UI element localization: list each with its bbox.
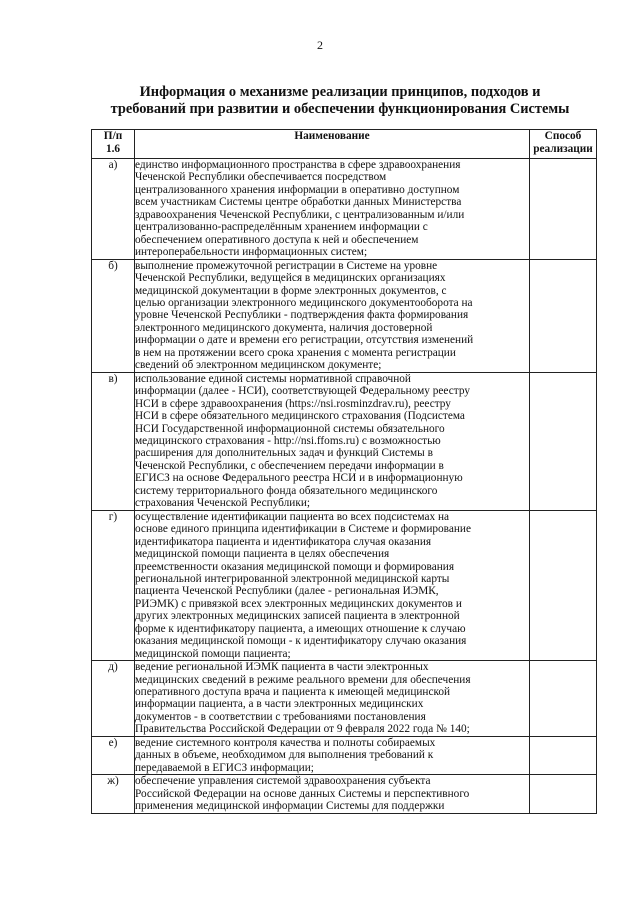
row-number: д)	[92, 661, 135, 737]
row-number: г)	[92, 510, 135, 660]
row-method	[530, 372, 597, 510]
row-method	[530, 259, 597, 372]
description-line: обеспечение управления системой здравоохранения субъекта	[135, 775, 431, 788]
row-number: а)	[92, 159, 135, 260]
table-row	[92, 661, 597, 737]
description-line: интероперабельности информационных систем;	[135, 246, 368, 259]
description-line: Российской Федерации на основе данных Системы и перспективного	[135, 787, 470, 800]
row-number: ж)	[92, 775, 135, 813]
description-line: документов - в соответствии с требованиями постановления	[135, 710, 426, 723]
row-number: е)	[92, 736, 135, 774]
description-line: в нем на протяжении всего срока хранения с момента регистрации	[135, 346, 456, 359]
header-number	[92, 130, 135, 159]
row-method	[530, 736, 597, 774]
row-number: б)	[92, 259, 135, 372]
row-description	[135, 736, 530, 774]
description-line: электронного медицинского документа, наличия достоверной	[135, 321, 433, 334]
description-line: НСИ в сфере обязательного медицинского страхования (Подсистема	[135, 410, 465, 423]
description-line: систему территориального фонда обязательного медицинского	[135, 484, 438, 497]
table-row	[92, 159, 597, 260]
header-method	[530, 130, 597, 159]
description-line: расширения для дополнительных задач и функций Системы в	[135, 447, 433, 460]
header-method-line: реализации	[533, 142, 593, 155]
table-header-row	[92, 130, 597, 159]
row-method	[530, 510, 597, 660]
description-line: единство информационного пространства в сфере здравоохранения	[135, 159, 461, 171]
description-line: НСИ Государственной информационной системы обязательного	[135, 422, 445, 435]
description-line: здравоохранения Чеченской Республики, с централизованным и/или	[135, 208, 465, 221]
row-description	[135, 372, 530, 510]
row-description	[135, 510, 530, 660]
description-line: централизованно-распределённым хранением информации с	[135, 221, 428, 234]
description-line: идентификатора пациента и идентификатора случая оказания	[135, 535, 432, 548]
description-line: информации (далее - НСИ), соответствующей Федеральному реестру	[135, 385, 470, 398]
description-line: оперативного доступа врача и пациента к имеющей медицинской	[135, 686, 451, 699]
title-line: требований при развитии и обеспечении функционирования Системы	[110, 101, 570, 117]
row-description	[135, 259, 530, 372]
description-line: целью организации электронного медицинского документооборота на	[135, 296, 473, 309]
description-line: оказания медицинской помощи - к идентификатору случаю оказания	[135, 635, 467, 648]
header-method-line: Способ	[544, 130, 582, 142]
description-line: НСИ в сфере здравоохранения (https://nsi.rosminzdrav.ru), реестру	[135, 397, 451, 410]
table-body	[92, 159, 597, 814]
table-row	[92, 775, 597, 813]
description-line: централизованного хранения информации в оперативно доступном	[135, 183, 460, 196]
description-line: обеспечением оперативного доступа к ней и обеспечением	[135, 233, 419, 246]
description-line: основе единого принципа идентификации в Системе и формирование	[135, 523, 471, 536]
description-line: данных в объеме, необходимом для выполнения требований к	[135, 749, 434, 762]
table-row	[92, 510, 597, 660]
row-description	[135, 661, 530, 737]
description-line: ЕГИСЗ на основе Федерального реестра НСИ и в информационную	[135, 472, 463, 485]
header-number-line: П/п	[103, 130, 123, 142]
description-line: форме к идентификатору пациента, а имеющих отношение к случаю	[135, 622, 466, 635]
description-line: Чеченской Республики, ведущейся в медицинских организациях	[135, 272, 446, 285]
header-name: Наименование	[135, 130, 530, 159]
row-method	[530, 775, 597, 813]
row-description	[135, 159, 530, 260]
description-line: РИЭМК) с привязкой всех электронных медицинских документов и	[135, 597, 462, 610]
description-line: выполнение промежуточной регистрации в Системе на уровне	[135, 259, 438, 272]
row-description	[135, 775, 530, 813]
description-line: Правительства Российской Федерации от 9 февраля 2022 года № 140;	[135, 723, 470, 736]
title-line: Информация о механизме реализации принципов, подходов и	[139, 84, 541, 100]
row-number: в)	[92, 372, 135, 510]
description-line: медицинской помощи пациента;	[135, 647, 291, 660]
row-method	[530, 159, 597, 260]
description-line: медицинской документации в форме электронных документов, с	[135, 284, 447, 297]
description-line: Чеченской Республики, с обеспечением передачи информации в	[135, 459, 444, 472]
description-line: медицинского страхования - http://nsi.ffoms.ru) с возможностью	[135, 434, 441, 447]
table-row	[92, 372, 597, 510]
description-line: медицинской помощи пациента в целях обеспечения	[135, 548, 390, 561]
description-line: ведение региональной ИЭМК пациента в части электронных	[135, 661, 429, 674]
description-line: региональной интегрированной электронной медицинской карты	[135, 572, 450, 585]
description-line: осуществление идентификации пациента во всех подсистемах на	[135, 510, 450, 523]
description-line: Чеченской Республики обеспечивается посредством	[135, 171, 387, 184]
description-line: информации пациента, а в части электронных медицинских	[135, 698, 424, 711]
description-line: ведение системного контроля качества и полноты собираемых	[135, 736, 436, 749]
description-line: других электронных медицинских записей пациента в электронной	[135, 610, 460, 623]
header-number-line: 1.6	[105, 142, 121, 155]
description-line: медицинских сведений в режиме реального времени для обеспечения	[135, 673, 471, 686]
description-line: преемственности оказания медицинской помощи и формирования	[135, 560, 455, 573]
description-line: всем участникам Системы центре обработки данных Министерства	[135, 196, 462, 209]
description-line: применения медицинской информации Системы для поддержки	[135, 800, 445, 813]
document-title	[60, 84, 620, 118]
description-line: страхования Чеченской Республики;	[135, 497, 311, 510]
table-row	[92, 736, 597, 774]
table-row	[92, 259, 597, 372]
description-line: уровне Чеченской Республики - подтверждения факта формирования	[135, 309, 469, 322]
description-line: сведений об электронном медицинском документе;	[135, 359, 382, 372]
description-line: передаваемой в ЕГИСЗ информации;	[135, 761, 314, 774]
description-line: пациента Чеченской Республики (далее - региональная ИЭМК,	[135, 585, 439, 598]
page-number: 2	[317, 38, 323, 52]
description-line: использование единой системы нормативной справочной	[135, 372, 411, 385]
description-line: информации о дате и времени его регистрации, отсутствия изменений	[135, 334, 474, 347]
requirements-table	[91, 129, 597, 814]
row-method	[530, 661, 597, 737]
